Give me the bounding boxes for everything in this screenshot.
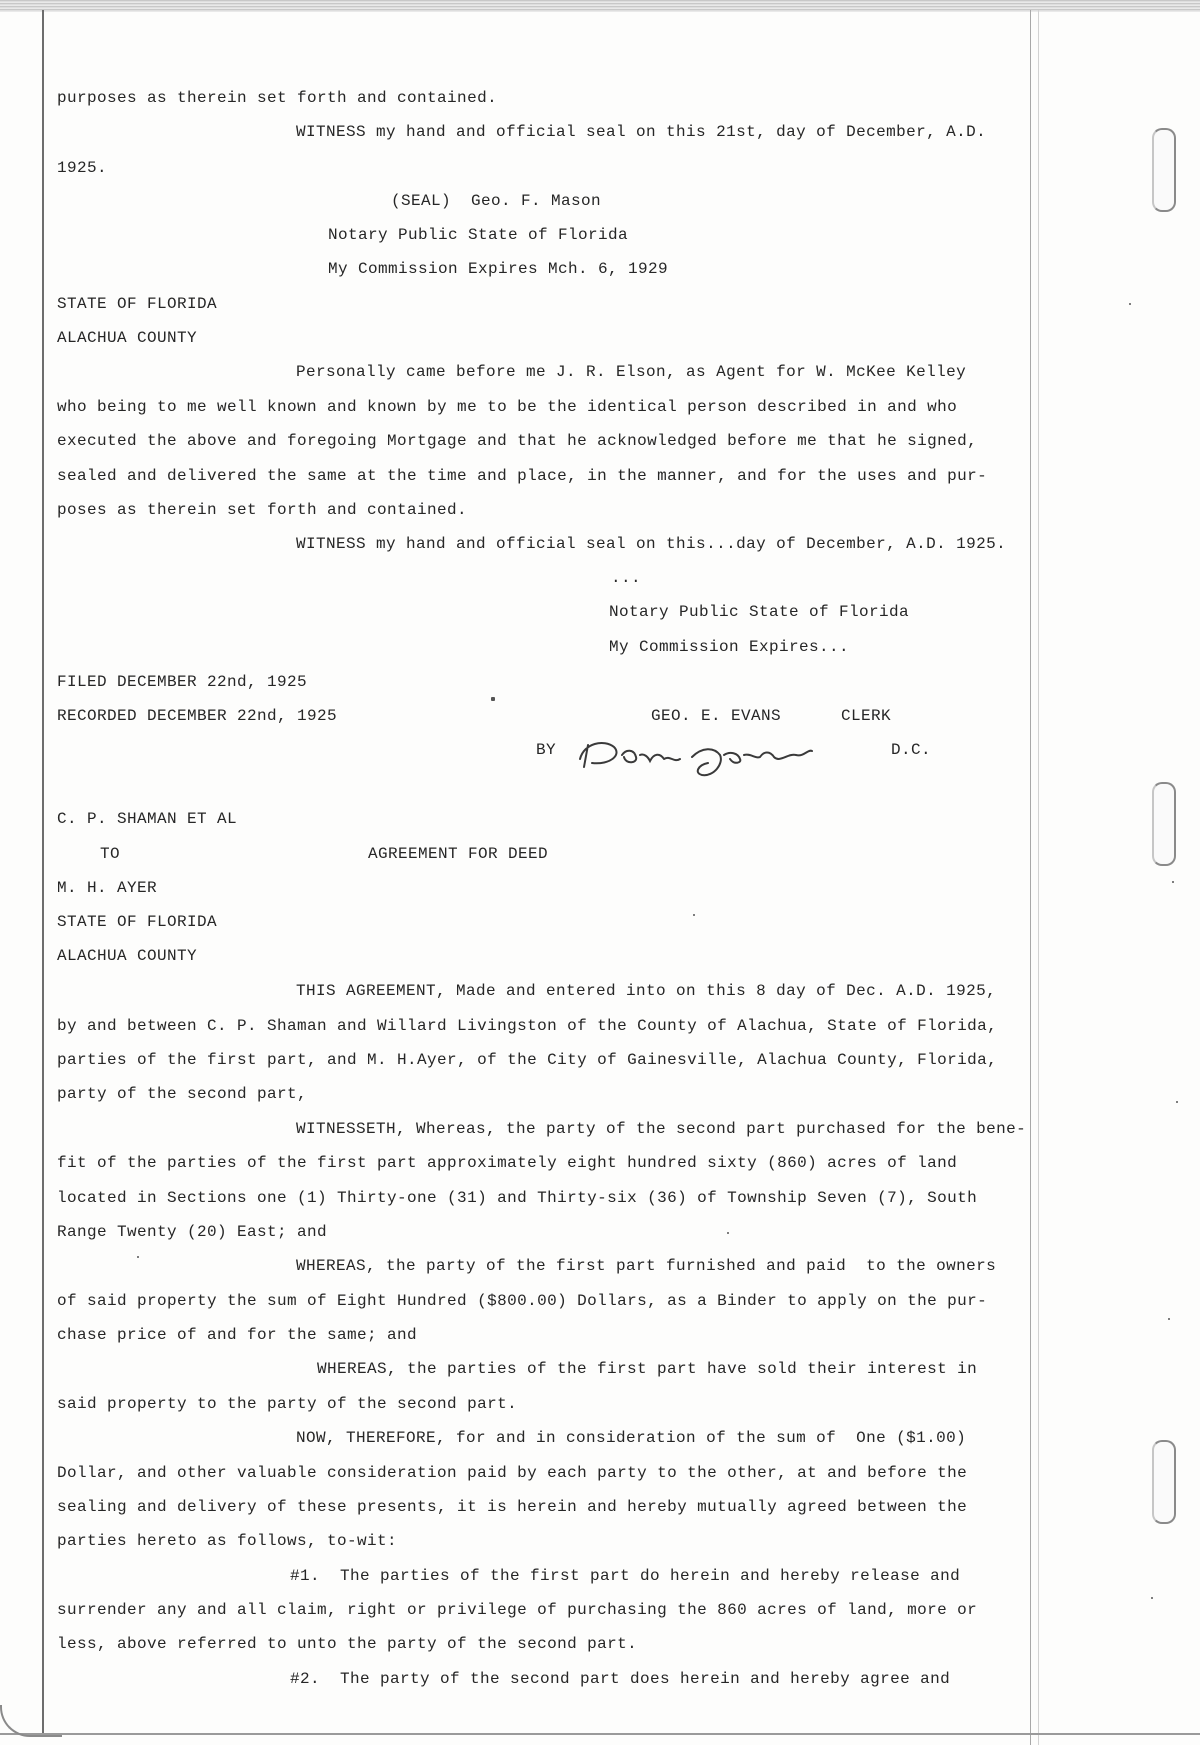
text-line: party of the second part, xyxy=(57,1085,308,1103)
text-line: of said property the sum of Eight Hundred ($800.00) Dollars, as a Binder to apply on the pur- xyxy=(57,1292,988,1310)
text-line: AGREEMENT FOR DEED xyxy=(368,845,549,863)
text-line: sealing and delivery of these presents, it is herein and hereby mutually agreed between the xyxy=(57,1498,968,1516)
text-line: by and between C. P. Shaman and Willard Livingston of the County of Alachua, State of Florida, xyxy=(57,1017,998,1035)
text-line: poses as therein set forth and contained. xyxy=(57,501,468,519)
page-top-edge xyxy=(0,0,1200,12)
ink-speck xyxy=(727,1232,729,1234)
binder-hole-top xyxy=(1152,128,1176,212)
text-line: NOW, THEREFORE, for and in consideration of the sum of One ($1.00) xyxy=(296,1429,967,1447)
text-line: less, above referred to unto the party of the second part. xyxy=(57,1635,638,1653)
text-line: WHEREAS, the party of the first part furnished and paid to the owners xyxy=(296,1257,997,1275)
text-line: purposes as therein set forth and contained. xyxy=(57,89,498,107)
page-bottom-edge xyxy=(0,1733,1200,1735)
text-line: Notary Public State of Florida xyxy=(609,603,910,621)
text-line: executed the above and foregoing Mortgage and that he acknowledged before me that he signed, xyxy=(57,432,978,450)
ink-speck xyxy=(491,697,495,701)
ink-speck xyxy=(1176,1101,1178,1103)
ink-speck xyxy=(1129,303,1131,305)
text-line: BY xyxy=(536,741,557,759)
text-line: sealed and delivered the same at the time and place, in the manner, and for the uses and pur- xyxy=(57,467,988,485)
left-margin-rule xyxy=(42,10,44,1735)
text-line: surrender any and all claim, right or privilege of purchasing the 860 acres of land, more or xyxy=(57,1601,978,1619)
text-line: parties of the first part, and M. H.Ayer, of the City of Gainesville, Alachua County, Florida, xyxy=(57,1051,998,1069)
text-line: D.C. xyxy=(891,741,932,759)
text-line: #1. The parties of the first part do herein and hereby release and xyxy=(290,1567,961,1585)
text-line: My Commission Expires... xyxy=(609,638,850,656)
text-line: THIS AGREEMENT, Made and entered into on this 8 day of Dec. A.D. 1925, xyxy=(296,982,997,1000)
text-line: who being to me well known and known by me to be the identical person described in and who xyxy=(57,398,958,416)
text-line: FILED DECEMBER 22nd, 1925 xyxy=(57,673,308,691)
right-margin-rule-secondary xyxy=(1038,10,1039,1745)
text-line: GEO. E. EVANS CLERK xyxy=(651,707,892,725)
text-line: chase price of and for the same; and xyxy=(57,1326,418,1344)
text-line: (SEAL) Geo. F. Mason xyxy=(391,192,602,210)
text-line: C. P. SHAMAN ET AL xyxy=(57,810,238,828)
ink-speck xyxy=(137,1256,139,1258)
text-line: TO xyxy=(100,845,121,863)
text-line: M. H. AYER xyxy=(57,879,158,897)
text-line: ... xyxy=(611,569,642,587)
text-line: Range Twenty (20) East; and xyxy=(57,1223,328,1241)
text-line: #2. The party of the second part does herein and hereby agree and xyxy=(290,1670,951,1688)
text-line: WHEREAS, the parties of the first part have sold their interest in xyxy=(317,1360,978,1378)
text-line: ALACHUA COUNTY xyxy=(57,329,198,347)
text-line: WITNESSETH, Whereas, the party of the second part purchased for the bene- xyxy=(296,1120,1027,1138)
text-line: My Commission Expires Mch. 6, 1929 xyxy=(328,260,669,278)
binder-hole-middle xyxy=(1152,782,1176,866)
text-line: STATE OF FLORIDA xyxy=(57,295,218,313)
text-line: said property to the party of the second part. xyxy=(57,1395,518,1413)
text-line: located in Sections one (1) Thirty-one (31) and Thirty-six (36) of Township Seven (7), South xyxy=(57,1189,978,1207)
text-line: Personally came before me J. R. Elson, as Agent for W. McKee Kelley xyxy=(296,363,967,381)
text-line: WITNESS my hand and official seal on this 21st, day of December, A.D. xyxy=(296,123,987,141)
ink-speck xyxy=(693,914,695,916)
text-line: STATE OF FLORIDA xyxy=(57,913,218,931)
text-line: fit of the parties of the first part approximately eight hundred sixty (860) acres of land xyxy=(57,1154,958,1172)
right-margin-rule xyxy=(1030,10,1031,1745)
ink-speck xyxy=(1151,1597,1153,1599)
text-line: RECORDED DECEMBER 22nd, 1925 xyxy=(57,707,338,725)
text-line: Dollar, and other valuable consideration paid by each party to the other, at and before the xyxy=(57,1464,968,1482)
text-line: Notary Public State of Florida xyxy=(328,226,629,244)
clerk-signature xyxy=(574,733,824,781)
text-line: WITNESS my hand and official seal on this...day of December, A.D. 1925. xyxy=(296,535,1007,553)
text-line: parties hereto as follows, to-wit: xyxy=(57,1532,398,1550)
ink-speck xyxy=(1172,881,1174,883)
text-line: 1925. xyxy=(57,159,108,177)
binder-hole-bottom xyxy=(1152,1440,1176,1524)
text-line: ALACHUA COUNTY xyxy=(57,947,198,965)
ink-speck xyxy=(1168,1318,1170,1320)
